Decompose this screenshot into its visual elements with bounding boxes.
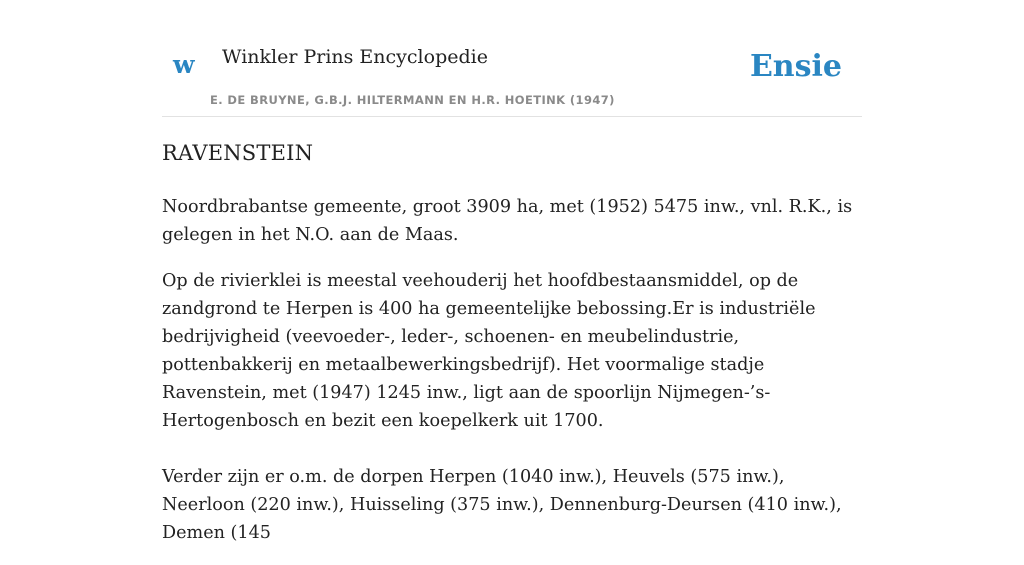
source-header [162,0,862,117]
source-authors: E. DE BRUYNE, G.B.J. HILTERMANN EN H.R. HOETINK (1947) [210,93,615,107]
source-logo-icon[interactable]: w [173,50,195,79]
ensie-brand-link[interactable]: Ensie [749,49,842,84]
entry-paragraph: Op de rivierklei is meestal veehouderij het hoofdbestaansmiddel, op de zandgrond te Herpen is 400 ha gemeentelijke bebossing.Er is industriële bedrijvigheid (veevoeder-, leder-, schoenen- en meubelindustrie, pottenbakkerij en metaalbewerkingsbedrijf). Het voormalige stadje Ravenstein, met (1947) 1245 inw., ligt aan de spoorlijn Nijmegen-’s-Hertogenbosch en bezit een koepelkerk uit 1700. [162,271,816,432]
entry-paragraph: Verder zijn er o.m. de dorpen Herpen (1040 inw.), Heuvels (575 inw.), Neerloon (220 inw.), Huisseling (375 inw.), Dennenburg-Deursen (410 inw.), Demen (145 [162,467,842,544]
entry-content [162,140,862,565]
entry-title: RAVENSTEIN [162,141,314,165]
entry-paragraph: Noordbrabantse gemeente, groot 3909 ha, met (1952) 5475 inw., vnl. R.K., is gelegen in het N.O. aan de Maas. [162,197,853,246]
source-title[interactable]: Winkler Prins Encyclopedie [222,46,488,68]
